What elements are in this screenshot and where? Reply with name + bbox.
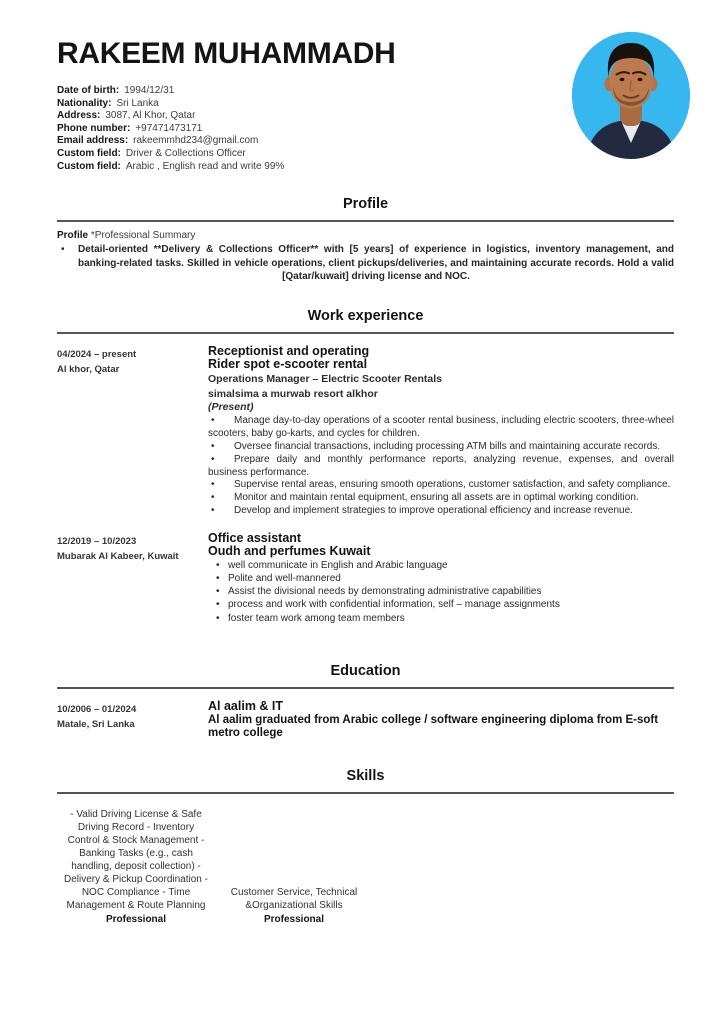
- education-meta: [57, 700, 208, 741]
- profile-photo: [572, 32, 690, 159]
- job-bullet: • process and work with confidential information, self – manage assignments: [208, 598, 674, 611]
- detail-label: Date of birth:: [57, 85, 120, 96]
- job-bullet: • Supervise rental areas, ensuring smooth operations, customer satisfaction, and safety compliance.: [208, 479, 674, 492]
- candidate-name: RAKEEM MUHAMMADH: [57, 37, 396, 70]
- profile-lead-bold: Profile: [57, 230, 89, 242]
- detail-label: Nationality:: [57, 97, 112, 109]
- work-date: 04/2024 – present: [57, 349, 137, 361]
- job-note: (Present): [208, 401, 254, 414]
- detail-value: rakeemmhd234@gmail.com: [133, 135, 259, 147]
- profile-lead-rest: *Professional Summary: [88, 230, 196, 242]
- job-subtitle: Operations Manager – Electric Scooter Rentals: [208, 373, 442, 386]
- job-bullet: • Assist the divisional needs by demonstrating administrative capabilities: [208, 585, 674, 598]
- section-title-work: Work experience: [307, 308, 424, 325]
- job-title-line: Office assistant: [208, 530, 302, 545]
- job-bullet: • Polite and well-mannered: [208, 572, 674, 585]
- section-title-profile: Profile: [342, 196, 389, 213]
- work-entry-2: [57, 532, 674, 625]
- section-profile: [57, 196, 674, 283]
- job-subtitle: simalsima a murwab resort alkhor: [208, 387, 378, 400]
- section-education: [57, 663, 674, 741]
- detail-label: Email address:: [57, 135, 129, 147]
- education-location: Matale, Sri Lanka: [57, 718, 135, 730]
- section-divider: [57, 792, 674, 794]
- job-bullet: • Oversee financial transactions, including processing ATM bills and maintaining accurate records.: [208, 441, 674, 454]
- detail-label: Custom field:: [57, 147, 121, 159]
- job-bullet: • well communicate in English and Arabic language: [208, 559, 674, 572]
- detail-value: Arabic , English read and write 99%: [125, 160, 285, 172]
- header: [57, 38, 674, 173]
- job-bullet: • Manage day-to-day operations of a scooter rental business, including electric scooters, three-wheel scooters, baby go-karts, and cycles for children.: [208, 415, 674, 441]
- detail-label: Address:: [57, 110, 101, 122]
- section-work-experience: [57, 308, 674, 624]
- skill-item: [57, 808, 215, 926]
- job-bullet: • foster team work among team members: [208, 612, 674, 625]
- profile-lead: [57, 229, 674, 242]
- section-divider: [57, 687, 674, 689]
- detail-label: Phone number:: [57, 122, 131, 134]
- job-bullet-list: [208, 559, 674, 625]
- skill-name: Customer Service, Technical &Organizational Skills: [230, 886, 358, 911]
- work-date: 12/2019 – 10/2023: [57, 535, 137, 547]
- detail-value: Driver & Collections Officer: [125, 147, 246, 159]
- work-entry-meta: [57, 532, 208, 625]
- section-skills: [57, 768, 674, 926]
- work-location: Mubarak Al Kabeer, Kuwait: [57, 550, 179, 562]
- job-bullet-list: [208, 415, 674, 517]
- education-date: 10/2006 – 01/2024: [57, 703, 137, 715]
- education-entry: [57, 700, 674, 741]
- job-title-line: Oudh and perfumes Kuwait: [208, 543, 371, 558]
- section-title-education: Education: [330, 662, 401, 679]
- detail-row-custom-field-2: [57, 161, 674, 174]
- job-title-line: Rider spot e-scooter rental: [208, 357, 368, 372]
- detail-row-custom-field-1: [57, 148, 674, 161]
- portrait-illustration: [572, 32, 690, 159]
- skill-level: Professional: [263, 913, 325, 925]
- section-divider: [57, 332, 674, 334]
- skill-name: - Valid Driving License & Safe Driving Record - Inventory Control & Stock Management - Banking Tasks (e.g., cash handling, deposit collection) - Delivery & Pickup Coordination - NOC Compliance - Time Management & Route Planning: [64, 808, 208, 911]
- work-location: Al khor, Qatar: [57, 364, 120, 376]
- job-bullet: • Prepare daily and monthly performance reports, analyzing revenue, expenses, and overall business performance.: [208, 454, 674, 480]
- detail-value: +97471473171: [135, 122, 203, 134]
- work-entry-meta: [57, 345, 208, 517]
- skill-level: Professional: [105, 913, 167, 925]
- education-heading: Al aalim & IT: [208, 698, 284, 713]
- detail-row-email: [57, 135, 674, 148]
- education-description: Al aalim graduated from Arabic college / software engineering diploma from E-soft metro college: [208, 713, 659, 740]
- job-bullet: • Monitor and maintain rental equipment, ensuring all assets are in optimal working condition.: [208, 492, 674, 505]
- work-entry-body: [208, 345, 674, 517]
- detail-value: 3087, Al Khor, Qatar: [105, 110, 196, 122]
- section-title-skills: Skills: [346, 767, 385, 784]
- detail-value: Sri Lanka: [116, 97, 159, 109]
- section-divider: [57, 220, 674, 222]
- work-entry-1: [57, 345, 674, 517]
- work-entry-body: [208, 532, 674, 625]
- detail-label: Custom field:: [57, 160, 121, 172]
- profile-summary-bullet: • Detail-oriented **Delivery & Collections Officer** with [5 years] of experience in logistics, inventory management, and banking-related tasks. Skilled in vehicle operations, client pickups/deliveries, and maintaining accurate records. Hold a valid [Qatar/kuwait] driving license and NOC.: [57, 243, 674, 283]
- skills-grid: [57, 808, 674, 926]
- job-title-line: Receptionist and operating: [208, 344, 370, 359]
- detail-value: 1994/12/31: [124, 85, 175, 96]
- skill-item: [215, 886, 373, 926]
- job-bullet: • Develop and implement strategies to improve operational efficiency and increase revenue.: [208, 505, 674, 518]
- education-body: [208, 700, 674, 741]
